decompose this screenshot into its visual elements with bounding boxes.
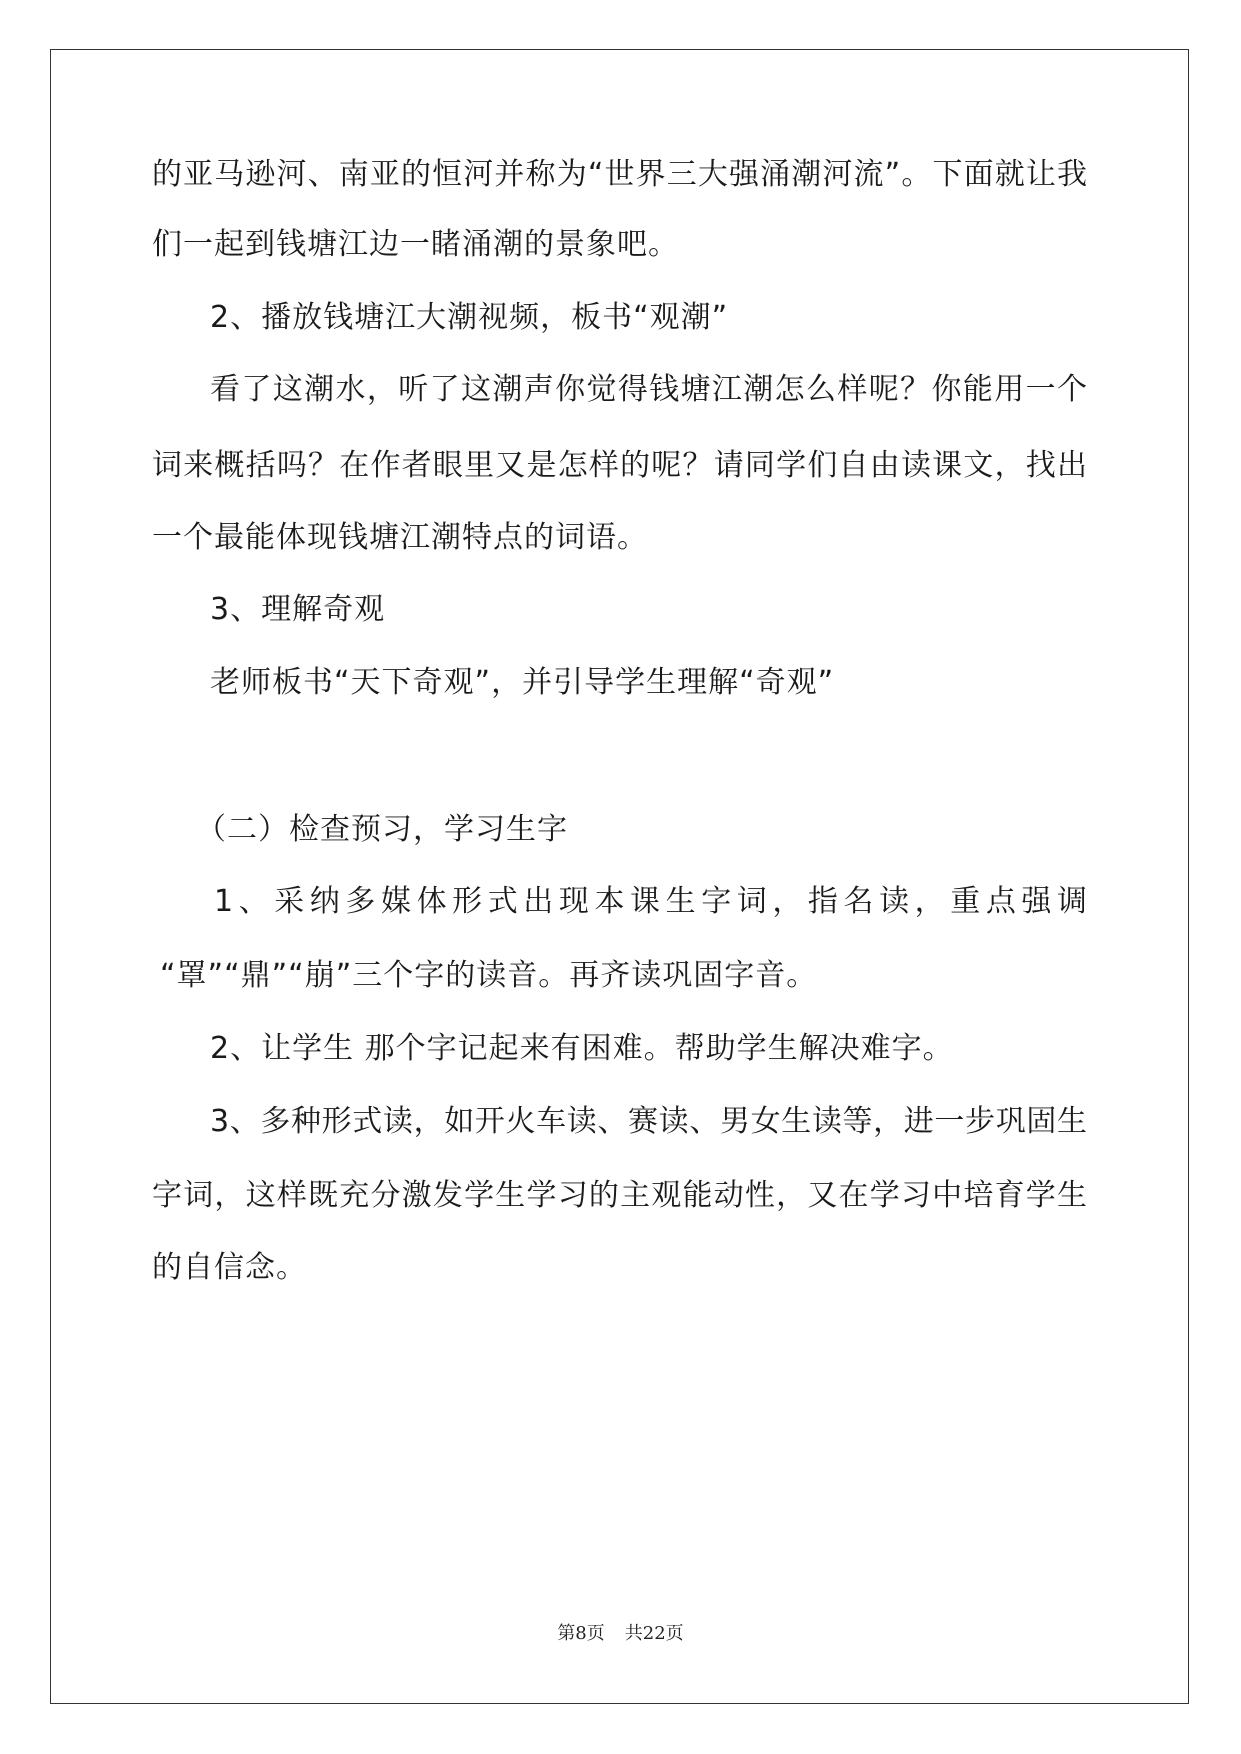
section-step: 3、理解奇观 bbox=[210, 592, 386, 627]
section-step: 3、多种形式读，如开火车读、赛读、男女生读等，进一步巩固生 bbox=[210, 1104, 1087, 1139]
current-page-label: 第8页 bbox=[557, 1623, 605, 1644]
total-pages-label: 共22页 bbox=[624, 1623, 684, 1644]
section-step: 2、让学生 那个字记起来有困难。帮助学生解决难字。 bbox=[210, 1031, 954, 1066]
section-heading: （二）检查预习，学习生字 bbox=[196, 812, 568, 847]
body-text-line: 字词，这样既充分激发学生学习的主观能动性，又在学习中培育学生 bbox=[152, 1178, 1087, 1213]
body-text-line: 的自信念。 bbox=[152, 1250, 307, 1285]
page-footer bbox=[0, 1622, 1241, 1646]
body-text-line: “罩”“鼎”“崩”三个字的读音。再齐读巩固字音。 bbox=[160, 958, 818, 993]
body-text-line: 一个最能体现钱塘江潮特点的词语。 bbox=[152, 520, 648, 555]
body-text-line: 老师板书“天下奇观”，并引导学生理解“奇观” bbox=[210, 665, 835, 700]
section-step: 1、采纳多媒体形式出现本课生字词，指名读，重点强调 bbox=[214, 884, 1087, 919]
body-text-line: 看了这潮水，听了这潮声你觉得钱塘江潮怎么样呢？你能用一个 bbox=[210, 372, 1087, 407]
body-text-line: 的亚马逊河、南亚的恒河并称为“世界三大强涌潮河流”。下面就让我 bbox=[152, 157, 1087, 192]
body-text-line: 词来概括吗？在作者眼里又是怎样的呢？请同学们自由读课文，找出 bbox=[152, 448, 1087, 483]
section-step: 2、播放钱塘江大潮视频，板书“观潮” bbox=[210, 300, 729, 335]
body-text-line: 们一起到钱塘江边一睹涌潮的景象吧。 bbox=[152, 227, 679, 262]
